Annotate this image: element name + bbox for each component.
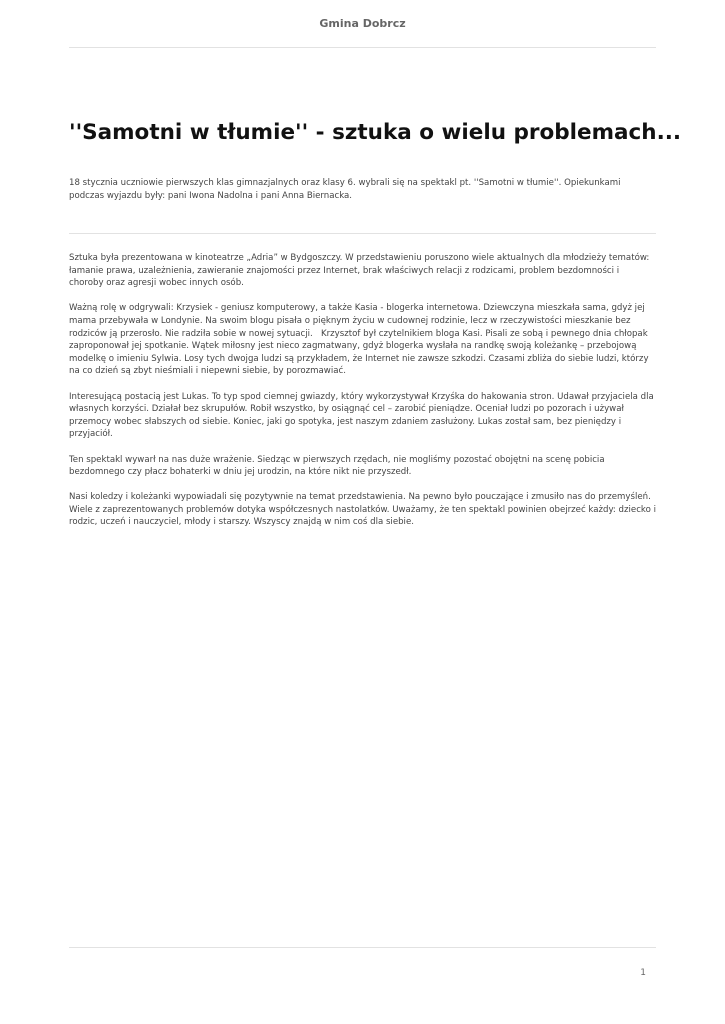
article-body xyxy=(69,252,659,542)
article-paragraph: Nasi koledzy i koleżanki wypowiadali się pozytywnie na temat przedstawienia. Na pewno było pouczające i zmusiło nas do przemyśleń. Wiele z zaprezentowanych problemów dotyka współczesnych nastolatków. Uważamy, że ten spektakl powinien obejrzeć każdy: dziecko i rodzic, uczeń i nauczyciel, młody i starszy. Wszyscy znajdą w nim coś dla siebie. xyxy=(69,492,659,528)
article-lead: 18 stycznia uczniowie pierwszych klas gimnazjalnych oraz klasy 6. wybrali się na spektakl pt. ''Samotni w tłumie''. Opiekunkami podczas wyjazdu były: pani Iwona Nadolna i pani Anna Biernacka. xyxy=(69,178,621,201)
article-paragraph: Ważną rolę w odgrywali: Krzysiek - geniusz komputerowy, a także Kasia - blogerka internetowa. Dziewczyna mieszkała sama, gdyż jej mama przebywała w Londynie. Na swoim blogu pisała o pięknym życiu w cudownej rodzinie, lecz w rzeczywistości mieszkanie bez rodziców ją przerosło. Nie radziła sobie w nowej sytuacji. Krzysztof był czytelnikiem bloga Kasi. Pisali ze sobą i pewnego dnia chłopak zaproponował jej spotkanie. Wątek miłosny jest nieco zagmatwany, gdyż blogerka wysłała na randkę swoją koleżankę – przebojową modelkę o imieniu Sylwia. Losy tych dwojga ludzi są przykładem, że Internet nie zawsze szkodzi. Czasami zbliża do siebie ludzi, którzy na co dzień są zbyt nieśmiali i niepewni siebie, by porozmawiać. xyxy=(69,303,652,377)
article-paragraph: Ten spektakl wywarł na nas duże wrażenie. Siedząc w pierwszych rzędach, nie mogliśmy pozostać obojętni na scenę pobicia bezdomnego czy płacz bohaterki w dniu jej urodzin, na które nikt nie przyszedł. xyxy=(69,454,608,478)
article-paragraph: Sztuka była prezentowana w kinoteatrze „Adria” w Bydgoszczy. W przedstawieniu poruszono wiele aktualnych dla młodzieży tematów: łamanie prawa, uzależnienia, zawieranie znajomości przez Internet, brak właściwych relacji z rodzicami, problem bezdomności i choroby oraz agresji wobec innych osób. xyxy=(69,253,653,289)
article-title: ''Samotni w tłumie'' - sztuka o wielu problemach... xyxy=(69,120,682,145)
header-divider xyxy=(69,47,656,48)
page-number: 1 xyxy=(640,968,646,978)
lead-divider xyxy=(69,233,656,234)
site-name: Gmina Dobrcz xyxy=(319,17,406,30)
article-paragraph: Interesującą postacią jest Lukas. To typ spod ciemnej gwiazdy, który wykorzystywał Krzyśka do hakowania stron. Udawał przyjaciela dla własnych korzyści. Działał bez skrupułów. Robił wszystko, by osiągnąć cel – zarobić pieniądze. Oceniał ludzi po pozorach i używał przemocy wobec słabszych od siebie. Koniec, jaki go spotyka, jest naszym zdaniem zasłużony. Lukas został sam, bez pieniędzy i przyjaciół. xyxy=(69,391,657,440)
footer-divider xyxy=(69,947,656,948)
